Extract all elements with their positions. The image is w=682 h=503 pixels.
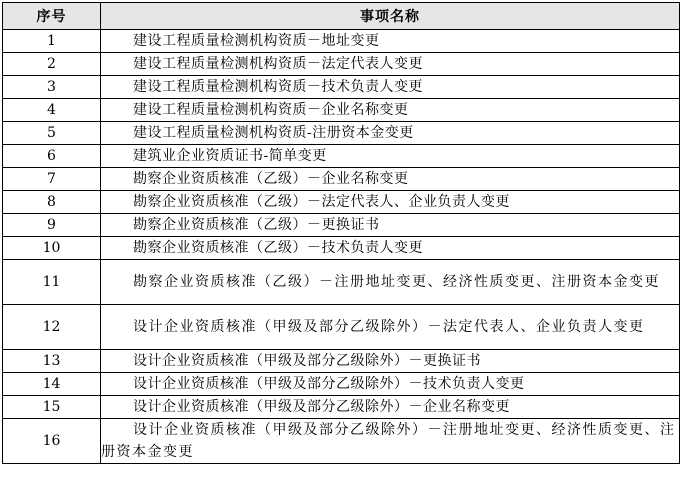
table-row <box>3 419 680 464</box>
row-item: 建设工程质量检测机构资质－地址变更 <box>101 30 680 53</box>
row-item: 勘察企业资质核准（乙级）－法定代表人、企业负责人变更 <box>101 191 680 214</box>
header-row <box>3 3 680 30</box>
row-item: 建设工程质量检测机构资质－企业名称变更 <box>101 99 680 122</box>
table-row <box>3 350 680 373</box>
table-row <box>3 30 680 53</box>
table-row <box>3 145 680 168</box>
row-item: 设计企业资质核准（甲级及部分乙级除外）－法定代表人、企业负责人变更 <box>101 305 680 350</box>
row-number: 5 <box>3 122 101 145</box>
row-number: 1 <box>3 30 101 53</box>
table-row <box>3 122 680 145</box>
row-number: 13 <box>3 350 101 373</box>
table-row <box>3 191 680 214</box>
table-row <box>3 237 680 260</box>
row-number: 12 <box>3 305 101 350</box>
table-row <box>3 305 680 350</box>
row-item: 设计企业资质核准（甲级及部分乙级除外）－更换证书 <box>101 350 680 373</box>
row-number: 10 <box>3 237 101 260</box>
row-number: 16 <box>3 419 101 464</box>
row-number: 2 <box>3 53 101 76</box>
items-table <box>2 2 680 464</box>
row-number: 11 <box>3 260 101 305</box>
table-row <box>3 99 680 122</box>
row-item: 勘察企业资质核准（乙级）－技术负责人变更 <box>101 237 680 260</box>
header-serial-number: 序号 <box>3 3 101 30</box>
row-number: 9 <box>3 214 101 237</box>
row-item: 设计企业资质核准（甲级及部分乙级除外）－企业名称变更 <box>101 396 680 419</box>
row-item: 勘察企业资质核准（乙级）－更换证书 <box>101 214 680 237</box>
row-number: 6 <box>3 145 101 168</box>
row-item: 建设工程质量检测机构资质-注册资本金变更 <box>101 122 680 145</box>
row-number: 4 <box>3 99 101 122</box>
row-item: 建筑业企业资质证书-简单变更 <box>101 145 680 168</box>
table-row <box>3 260 680 305</box>
row-number: 15 <box>3 396 101 419</box>
row-number: 3 <box>3 76 101 99</box>
row-number: 14 <box>3 373 101 396</box>
row-item: 建设工程质量检测机构资质－法定代表人变更 <box>101 53 680 76</box>
row-number: 8 <box>3 191 101 214</box>
table-row <box>3 396 680 419</box>
row-item: 勘察企业资质核准（乙级）－注册地址变更、经济性质变更、注册资本金变更 <box>101 260 680 305</box>
table-row <box>3 76 680 99</box>
row-number: 7 <box>3 168 101 191</box>
table-row <box>3 214 680 237</box>
row-item: 建设工程质量检测机构资质－技术负责人变更 <box>101 76 680 99</box>
table-row <box>3 53 680 76</box>
table-row <box>3 168 680 191</box>
table-row <box>3 373 680 396</box>
row-item: 设计企业资质核准（甲级及部分乙级除外）－技术负责人变更 <box>101 373 680 396</box>
row-item: 设计企业资质核准（甲级及部分乙级除外）－注册地址变更、经济性质变更、注册资本金变更 <box>101 419 680 464</box>
row-item: 勘察企业资质核准（乙级）－企业名称变更 <box>101 168 680 191</box>
header-item-name: 事项名称 <box>101 3 680 30</box>
